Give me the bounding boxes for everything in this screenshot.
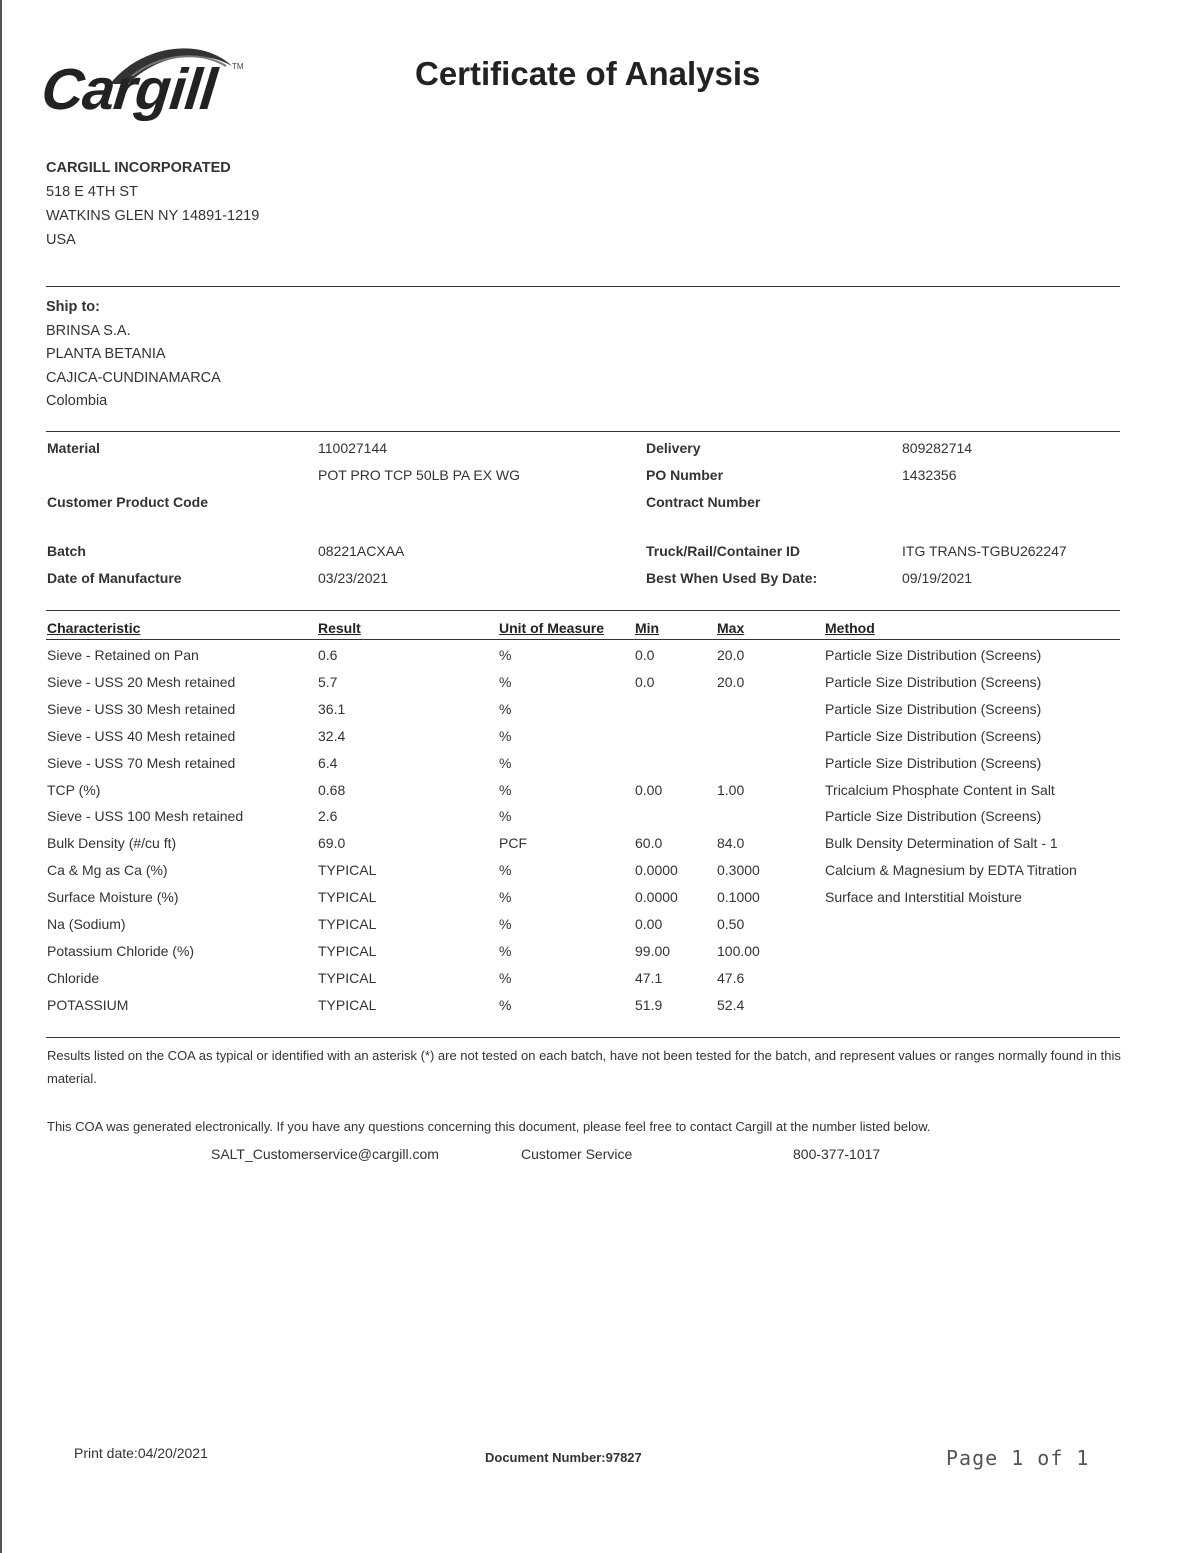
document-title: Certificate of Analysis — [415, 55, 761, 92]
cell-min: 0.0 — [635, 673, 655, 690]
cell-max: 47.6 — [717, 969, 745, 986]
cell-result: TYPICAL — [318, 916, 377, 932]
cell-result: 5.7 — [318, 673, 338, 690]
cell-min: 51.9 — [635, 996, 663, 1013]
cell-unit: % — [499, 700, 512, 717]
divider-1 — [46, 286, 1120, 287]
best-when-used-value: 09/19/2021 — [902, 570, 973, 586]
cell-unit: % — [499, 889, 512, 906]
date-of-manufacture-label: Date of Manufacture — [47, 570, 182, 586]
print-date: Print date:04/20/2021 — [74, 1445, 208, 1461]
col-header-max: Max — [717, 620, 745, 636]
col-header-characteristic: Characteristic — [47, 620, 141, 636]
page-border — [0, 0, 2, 1553]
cell-characteristic: Sieve - USS 20 Mesh retained — [47, 673, 236, 690]
cell-max: 0.1000 — [717, 889, 760, 906]
cell-max: 52.4 — [717, 996, 745, 1013]
cell-unit: PCF — [499, 835, 527, 852]
batch-label: Batch — [47, 543, 86, 559]
cell-characteristic: Na (Sodium) — [47, 916, 126, 932]
cell-min: 0.0000 — [635, 862, 678, 879]
cell-method: Particle Size Distribution (Screens) — [825, 808, 1042, 825]
material-label: Material — [47, 440, 100, 456]
cell-min: 0.00 — [635, 781, 663, 798]
cell-method: Particle Size Distribution (Screens) — [825, 727, 1042, 744]
cell-characteristic: TCP (%) — [47, 781, 101, 798]
cell-method: Particle Size Distribution (Screens) — [825, 647, 1042, 663]
cell-result: 2.6 — [318, 808, 338, 825]
cell-result: 6.4 — [318, 754, 338, 771]
cell-max: 0.3000 — [717, 862, 760, 879]
cell-result: TYPICAL — [318, 889, 377, 906]
col-header-min: Min — [635, 620, 660, 636]
cell-characteristic: Sieve - USS 40 Mesh retained — [47, 727, 236, 744]
header-underline — [46, 639, 1120, 640]
sender-country: USA — [46, 232, 76, 248]
cell-result: 69.0 — [318, 835, 346, 852]
cell-characteristic: Potassium Chloride (%) — [47, 942, 195, 959]
cell-min: 0.00 — [635, 916, 663, 932]
ship-to-line1: BRINSA S.A. — [46, 322, 131, 339]
cell-unit: % — [499, 727, 512, 744]
delivery-value: 809282714 — [902, 440, 973, 456]
cell-result: TYPICAL — [318, 996, 377, 1013]
ship-to-block — [46, 296, 221, 414]
cell-unit: % — [499, 862, 512, 879]
date-of-manufacture-value: 03/23/2021 — [318, 570, 389, 586]
cell-unit: % — [499, 647, 512, 663]
cell-characteristic: Bulk Density (#/cu ft) — [47, 835, 177, 852]
customer-product-code-label: Customer Product Code — [47, 494, 209, 510]
cell-characteristic: Sieve - USS 100 Mesh retained — [47, 808, 244, 825]
cell-result: TYPICAL — [318, 942, 377, 959]
cell-characteristic: Ca & Mg as Ca (%) — [47, 862, 168, 879]
truck-container-value: ITG TRANS-TGBU262247 — [902, 543, 1067, 559]
ship-to-line2: PLANTA BETANIA — [46, 346, 166, 362]
col-header-result: Result — [318, 620, 361, 636]
best-when-used-label: Best When Used By Date: — [646, 570, 818, 586]
delivery-label: Delivery — [646, 440, 701, 456]
cell-method: Particle Size Distribution (Screens) — [825, 700, 1042, 717]
cell-unit: % — [499, 754, 512, 771]
sender-company: CARGILL INCORPORATED — [46, 160, 231, 176]
contact-department: Customer Service — [521, 1146, 633, 1162]
cell-characteristic: Sieve - USS 30 Mesh retained — [47, 700, 236, 717]
typical-values-note: Results listed on the COA as typical or identified with an asterisk (*) are not tested on each batch, have not been tested for the batch, and represent values or ranges normally found in this material. — [47, 1048, 1121, 1086]
cell-characteristic: Sieve - USS 70 Mesh retained — [47, 754, 236, 771]
material-description: POT PRO TCP 50LB PA EX WG — [318, 467, 521, 483]
sender-line2: WATKINS GLEN NY 14891-1219 — [46, 208, 260, 224]
cell-min: 47.1 — [635, 969, 663, 986]
cell-min: 99.00 — [635, 942, 671, 959]
ship-to-line3: CAJICA-CUNDINAMARCA — [46, 369, 221, 386]
contact-email[interactable]: SALT_Customerservice@cargill.com — [211, 1146, 439, 1162]
cell-min: 60.0 — [635, 835, 663, 852]
cell-characteristic: Chloride — [47, 969, 100, 986]
cell-characteristic: Sieve - Retained on Pan — [47, 647, 199, 663]
cell-unit: % — [499, 942, 512, 959]
divider-3 — [46, 610, 1120, 611]
cell-min: 0.0 — [635, 647, 655, 663]
cell-method: Surface and Interstitial Moisture — [825, 889, 1022, 906]
logo-trademark: TM — [232, 62, 244, 71]
cell-result: 32.4 — [318, 727, 346, 744]
sender-line1: 518 E 4TH ST — [46, 184, 138, 200]
cell-characteristic: POTASSIUM — [47, 996, 129, 1013]
cell-unit: % — [499, 673, 512, 690]
cell-max: 84.0 — [717, 835, 745, 852]
truck-container-label: Truck/Rail/Container ID — [646, 543, 801, 559]
contract-number-label: Contract Number — [646, 494, 761, 510]
cell-method: Particle Size Distribution (Screens) — [825, 673, 1042, 690]
cargill-logo — [40, 36, 250, 136]
cell-result: 36.1 — [318, 700, 346, 717]
cell-method: Particle Size Distribution (Screens) — [825, 754, 1042, 771]
electronic-note: This COA was generated electronically. If you have any questions concerning this document, please feel free to contact Cargill at the number listed below. — [47, 1119, 931, 1134]
material-code: 110027144 — [318, 440, 388, 456]
po-number-label: PO Number — [646, 467, 724, 483]
cell-result: 0.68 — [318, 781, 346, 798]
po-number-value: 1432356 — [902, 467, 957, 483]
divider-4 — [46, 1037, 1120, 1038]
cell-unit: % — [499, 808, 512, 825]
cell-unit: % — [499, 916, 512, 932]
cell-max: 1.00 — [717, 781, 745, 798]
cell-min: 0.0000 — [635, 889, 678, 906]
cell-unit: % — [499, 781, 512, 798]
col-header-method: Method — [825, 620, 875, 636]
cell-result: TYPICAL — [318, 969, 377, 986]
col-header-unit: Unit of Measure — [499, 620, 605, 636]
cell-result: 0.6 — [318, 647, 338, 663]
cell-max: 100.00 — [717, 942, 760, 959]
cell-method: Tricalcium Phosphate Content in Salt — [825, 781, 1055, 798]
cell-characteristic: Surface Moisture (%) — [47, 889, 179, 906]
sender-address — [46, 156, 259, 252]
cell-max: 20.0 — [717, 673, 745, 690]
cell-max: 20.0 — [717, 647, 745, 663]
divider-2 — [46, 431, 1120, 432]
ship-to-label: Ship to: — [46, 299, 100, 315]
logo-text: Cargill — [38, 57, 219, 122]
cell-max: 0.50 — [717, 916, 745, 932]
cell-unit: % — [499, 969, 512, 986]
cell-result: TYPICAL — [318, 862, 377, 879]
cell-method: Calcium & Magnesium by EDTA Titration — [825, 862, 1077, 879]
page-number: Page 1 of 1 — [946, 1446, 1090, 1470]
document-number: Document Number:97827 — [485, 1450, 642, 1465]
batch-value: 08221ACXAA — [318, 543, 405, 559]
cell-unit: % — [499, 996, 512, 1013]
cell-method: Bulk Density Determination of Salt - 1 — [825, 835, 1058, 852]
ship-to-country: Colombia — [46, 393, 108, 409]
contact-phone: 800-377-1017 — [793, 1146, 881, 1162]
